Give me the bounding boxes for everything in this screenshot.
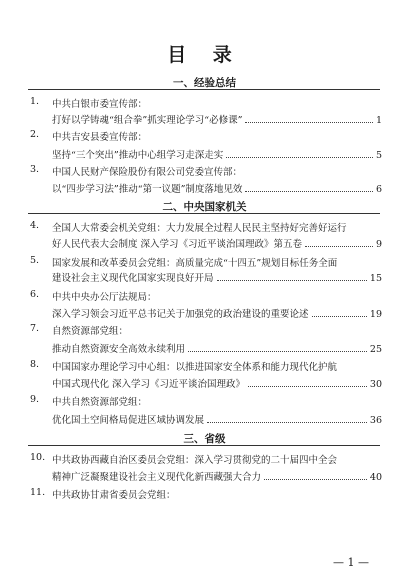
leader-dots [312,308,367,317]
section-heading: 二、中央国家机关 [162,201,247,213]
entry-page: 6 [375,184,382,195]
entry-title: 建设社会主义现代化国家实现良好开局 [52,273,214,284]
entry-org: 自然资源部党组： [52,326,129,337]
section-divider [28,89,380,90]
toc-entry-link[interactable] [52,270,382,283]
entry-page: 9 [375,239,382,250]
entry-number: 8. [30,359,40,370]
entry-org: 中共吉安县委宣传部： [52,132,148,143]
entry-page: 25 [369,344,382,355]
entry-page: 5 [375,150,382,161]
entry-title: 打好以学铸魂“组合拳”抓实理论学习“必修课” [52,115,243,126]
toc-entry-link[interactable] [52,112,382,125]
entry-title: 以“四步学习法”推动“第一议题”制度落地见效 [52,184,243,195]
entry-page: 36 [369,415,382,426]
entry-org: 中国国家办理论学习中心组：以推进国家安全体系和能力现代化护航 [52,362,338,373]
toc-entry-link[interactable] [52,376,382,389]
entry-title: 深入学习领会习近平总书记关于加强党的政治建设的重要论述 [52,309,309,320]
leader-dots [264,471,367,480]
leader-dots [217,272,367,281]
page-title: 目 录 [167,44,242,66]
leader-dots [248,378,367,387]
leader-dots [188,343,367,352]
toc-entry-link[interactable] [52,412,382,425]
toc-entry-link[interactable] [52,236,382,249]
entry-number: 6. [30,289,40,300]
entry-number: 10. [30,452,46,463]
entry-title: 精神广泛凝聚建设社会主义现代化新西藏强大合力 [52,472,262,483]
entry-org: 中国人民财产保险股份有限公司党委宣传部： [52,167,243,178]
entry-number: 7. [30,323,40,334]
leader-dots [207,414,367,423]
entry-number: 4. [30,220,40,231]
entry-title: 坚持“三个突出”推动中心组学习走深走实 [52,150,224,161]
toc-entry-link[interactable] [52,341,382,354]
section-divider [28,445,380,446]
leader-dots [245,183,373,192]
entry-number: 9. [30,394,40,405]
entry-page: 1 [375,115,382,126]
leader-dots [245,114,373,123]
entry-number: 5. [30,255,40,266]
entry-page: 30 [369,379,382,390]
entry-page: 40 [369,472,382,483]
entry-number: 2. [30,129,40,140]
entry-title: 好人民代表大会制度 深入学习《习近平谈治国理政》第五卷 [52,239,303,250]
section-divider [28,213,380,214]
entry-org: 中共白银市委宣传部： [52,99,148,110]
section-heading: 三、省级 [183,433,226,445]
toc-entry-link[interactable] [52,306,382,319]
entry-org: 中共政协西藏自治区委员会党组：深入学习贯彻党的二十届四中全会 [52,455,338,466]
entry-page: 19 [369,309,382,320]
toc-entry-link[interactable] [52,181,382,194]
entry-number: 1. [30,96,40,107]
entry-org: 国家发展和改革委员会党组：高质量完成“十四五”规划目标任务全面 [52,258,338,269]
entry-number: 3. [30,164,40,175]
entry-org: 全国人大常委会机关党组：大力发展全过程人民民主坚持好完善好运行 [52,223,347,234]
leader-dots [305,238,373,247]
entry-org: 中共自然资源部党组： [52,397,148,408]
toc-entry-link[interactable] [52,469,382,482]
entry-title: 推动自然资源安全高效永续利用 [52,344,186,355]
entry-number: 11. [30,487,46,498]
section-heading: 一、经验总结 [173,77,236,89]
entry-org: 中共中央办公厅法规局： [52,292,157,303]
entry-org: 中共政协甘肃省委员会党组： [52,490,176,501]
entry-title: 中国式现代化 深入学习《习近平谈治国理政》 [52,379,246,390]
leader-dots [226,149,373,158]
entry-title: 优化国土空间格局促进区域协调发展 [52,415,205,426]
toc-entry-link[interactable] [52,147,382,160]
page-number: — 1 — [333,556,369,569]
entry-page: 15 [369,273,382,284]
